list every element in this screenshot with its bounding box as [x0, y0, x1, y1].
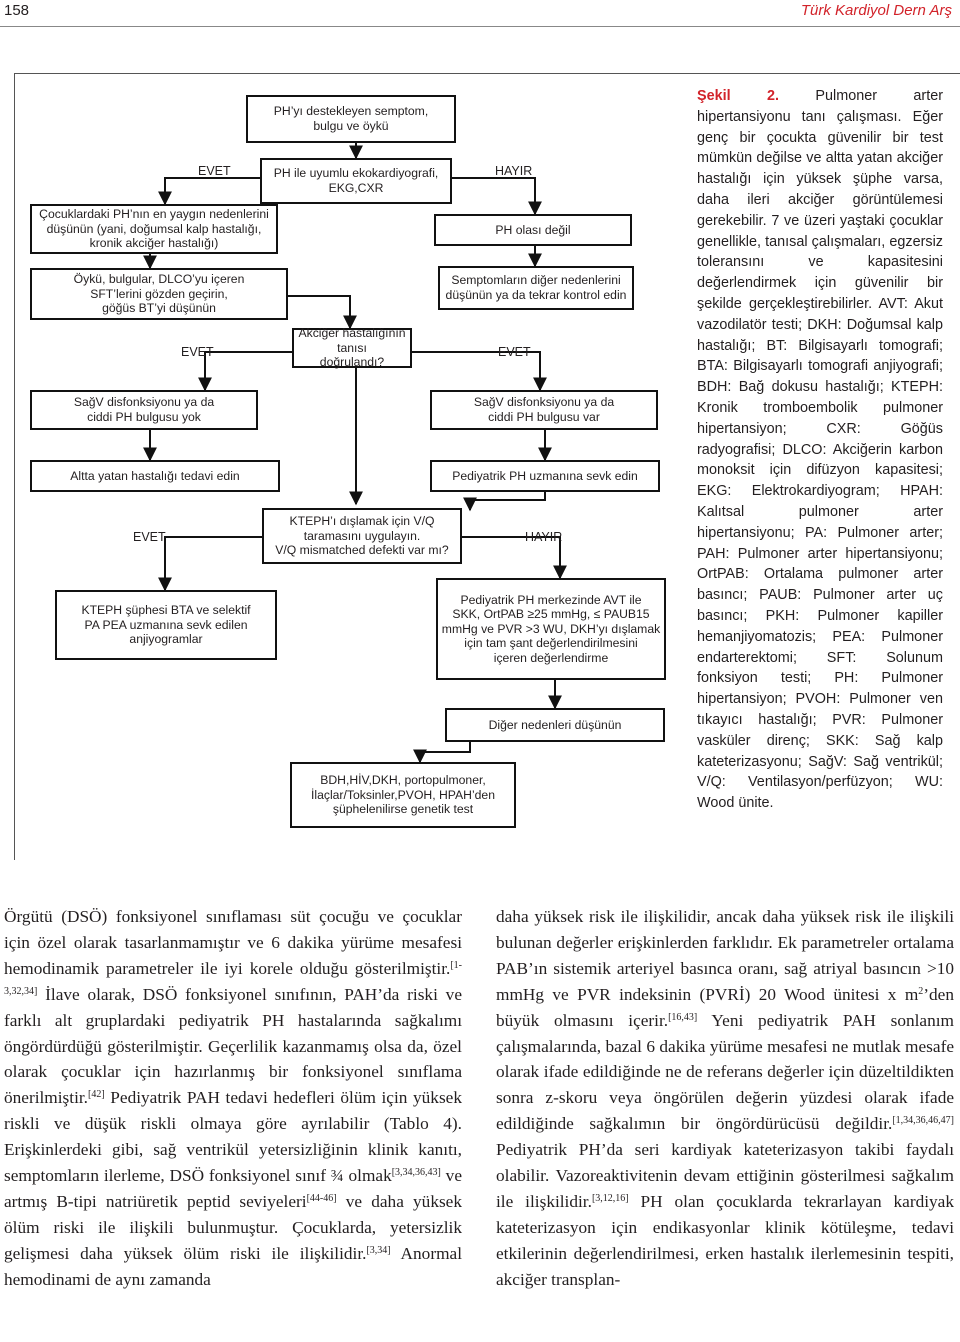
citation-ref: [3,34,36,43] [391, 1167, 441, 1179]
caption-text: Pulmoner arter hipertansiyonu tanı çalışması. Eğer genç bir çocukta güvenilir bir test mümkün değilse ve altta yatan akciğer hastalığı için yüksek şüphe varsa, daha ileri akciğer görüntülemesi gerekebilir. 7 ve üzeri yaştaki çocuklar genellikle, tanısal çalışmaları, egzersiz toleransını ve kapasitesini değerlendirmek için güvenilir bir şekilde gerçekleştirebilirler. AVT: Akut vazodilatör testi; DKH: Doğumsal kalp hastalığı; BT: Bilgisayarlı tomografi; BTA: Bilgisayarlı tomografi anjiyografi; BDH: Bağ dokusu hastalığı; KTEPH: Kronik tromboembolik pulmoner hipertansiyon; CXR: Göğüs radyografisi; DLCO: Akciğerin karbon monoksit için difüzyon kapasitesi; EKG: Elektrokardiyogram; HPAH: Kalıtsal pulmoner arter hipertansiyonu; PA: Pulmoner arter; PAH: Pulmoner arter hipertansiyonu; OrtPAB: Ortalama pulmoner arter basıncı; PAUB: Pulmoner arter uç basıncı; PKH: Pulmoner kapiller hemanjiyomatozis; PEA: Pulmoner endarterektomi; SFT: Solunum fonksiyon testi; PH: Pulmoner hipertansiyon; PVOH: Pulmoner ven tıkayıcı hastalığı; PVR: Pulmoner vasküler direnç; SKK: Sağ kalp kateterizasyonu; SağV: Sağ ventrikül; V/Q: Ventilasyon/perfüzyon; WU: Wood ünite. [697, 88, 943, 812]
page-number: 158 [4, 2, 30, 19]
citation-ref: [1-3,32,34] [4, 959, 462, 997]
flow-box-rv-none: SağV disfonksiyonu ya da ciddi PH bulgusu yok [30, 390, 258, 430]
flow-box-rv-present: SağV disfonksiyonu ya da ciddi PH bulgusu var [430, 390, 658, 430]
citation-ref: [3,34] [366, 1244, 391, 1256]
flow-box-common-causes: Çocuklardaki PH’nın en yaygın nedenlerini düşünün (yani, doğumsal kalp hastalığı, kronik akciğer hastalığı) [30, 204, 278, 254]
figure-caption [697, 86, 943, 814]
citation-ref: [1,34,36,46,47] [892, 1115, 954, 1127]
label-hayir-2: HAYIR [525, 530, 563, 544]
flow-box-history: Öykü, bulgular, DLCO’yu içeren SFT’lerini gözden geçirin, göğüs BT’yi düşünün [30, 268, 288, 320]
flow-box-cteph-suspect: KTEPH şüphesi BTA ve selektif PA PEA uzmanına sevk edilen anjiyogramlar [55, 590, 277, 660]
body-text-run: Pediyatrik PH’da seri kardiyak kateterizasyon takibi faydalı olabilir. Vazoreaktivitenin devam ettiğinin gösterilmesi sağkalım ile ilişkilidir. [496, 1140, 954, 1211]
citation-ref: [16,43] [668, 1011, 698, 1023]
body-text-run: Yeni pediyatrik PAH sonlanım çalışmalarında, bazal 6 dakika yürüme mesafesi ne mutlak mesafe olarak ifade edildiğinde ne de referans değerler için düzeltildikten sonra z-skoru veya öngörülen değerin yüzdesi olarak ifade edildiğinde sağkalımın bir öngördürücüsü değildir. [496, 1010, 954, 1134]
label-evet-3: EVET [498, 345, 531, 359]
label-evet-4: EVET [133, 530, 166, 544]
label-evet-2: EVET [181, 345, 214, 359]
flow-box-genetic-test: BDH,HİV,DKH, portopulmoner, İlaçlar/Toksinler,PVOH, HPAH’den şüphelenilirse genetik test [290, 762, 516, 828]
citation-ref: [42] [88, 1089, 105, 1101]
body-text-run: İlave olarak, DSÖ fonksiyonel sınıfının, PAH’da riski ve farklı alt gruplardaki pediyatrik PH hastalarında sağkalımı öngördürdüğü gösterilmiştir. Geçerlilik kazanmamış olsa da, özel olarak çocuklar için hazırlanmış bir fonksiyonel sınıflama önerilmiştir. [4, 984, 462, 1108]
flow-box-lung-confirmed: Akciğer hastalığının tanısı doğrulandı? [292, 328, 412, 368]
journal-title: Türk Kardiyol Dern Arş [800, 2, 952, 19]
body-column-left [4, 904, 462, 1293]
flow-box-symptoms: PH’yı destekleyen semptom, bulgu ve öykü [246, 95, 456, 143]
flow-box-ph-unlikely: PH olası değil [434, 214, 632, 246]
body-text-run: Örgütü (DSÖ) fonksiyonel sınıflaması süt çocuğu ve çocuklar için özel olarak tasarlanmamıştır ve 6 dakika yürüme mesafesi hemodinamik parametreler ile iyi korele olduğu gösterilmiştir. [4, 907, 462, 978]
body-column-right [496, 904, 954, 1293]
flow-box-other-reasons: Diğer nedenleri düşünün [445, 708, 665, 742]
body-text-run: Pediyatrik PAH tedavi hedefleri ölüm için yüksek riskli ve düşük riskli olmaya göre ayrılabilir (Tablo 4). Erişkinlerdeki gibi, sağ ventrikül yetersizliğinin klinik kanıtı, semptomların ilerleme, DSÖ fonksiyonel sınıf ¾ olmak [4, 1088, 462, 1186]
body-text-run: Anormal hemodinami de aynı zamanda [4, 1243, 462, 1289]
flow-box-refer-ped: Pediyatrik PH uzmanına sevk edin [430, 460, 660, 492]
flow-box-echo: PH ile uyumlu ekokardiyografi, EKG,CXR [260, 158, 452, 204]
citation-ref: 2 [918, 985, 924, 997]
citation-ref: [44-46] [306, 1192, 337, 1204]
citation-ref: [3,12,16] [591, 1192, 629, 1204]
label-evet-1: EVET [198, 164, 231, 178]
caption-title: Şekil 2. [697, 88, 780, 104]
body-text-run: ’den büyük olmasını içerir. [496, 984, 954, 1030]
label-hayir-1: HAYIR [495, 164, 533, 178]
flow-box-other-causes-again: Semptomların diğer nedenlerini düşünün ya da tekrar kontrol edin [438, 266, 634, 310]
flow-box-vq-scan: KTEPH’ı dışlamak için V/Q taramasını uygulayın. V/Q mismatched defekti var mı? [262, 508, 462, 564]
header-rule [0, 26, 960, 27]
body-text-run: daha yüksek risk ile ilişkilidir, ancak daha yüksek risk ile ilişkili bulunan değerler erişkinlerden farklıdır. Ek parametreler ortalama PAB’ın sistemik arteriyel basınca oranı, sağ atriyal basıncın >10 mmHg ve PVR indeksinin (PVRİ) 20 Wood ünitesi x m [496, 907, 954, 1004]
flow-box-ped-center: Pediyatrik PH merkezinde AVT ile SKK, OrtPAB ≥25 mmHg, ≤ PAUB15 mmHg ve PVR >3 WU, DKH’yı dışlamak için tam şant değerlendirilmesini içeren değerlendirme [436, 578, 666, 680]
body-text-run: ve artmış B-tipi natriüretik peptid seviyeleri [4, 1166, 462, 1211]
flow-box-treat-underlying: Altta yatan hastalığı tedavi edin [30, 460, 280, 492]
body-text-run: ve daha yüksek ölüm riski ile ilişkili bulunmuştur. Çocuklarda, yetersizlik gelişmesi daha yüksek ölüm riski ile ilişkilidir. [4, 1191, 462, 1263]
body-text-run: PH olan çocuklarda tekrarlayan kardiyak kateterizasyon için endikasyonlar klinik kötüleşme, tedavi etkilerinin değerlendirilmesi, erken hastalık ilerlemesinin tespiti, akciğer transplan- [496, 1191, 954, 1289]
